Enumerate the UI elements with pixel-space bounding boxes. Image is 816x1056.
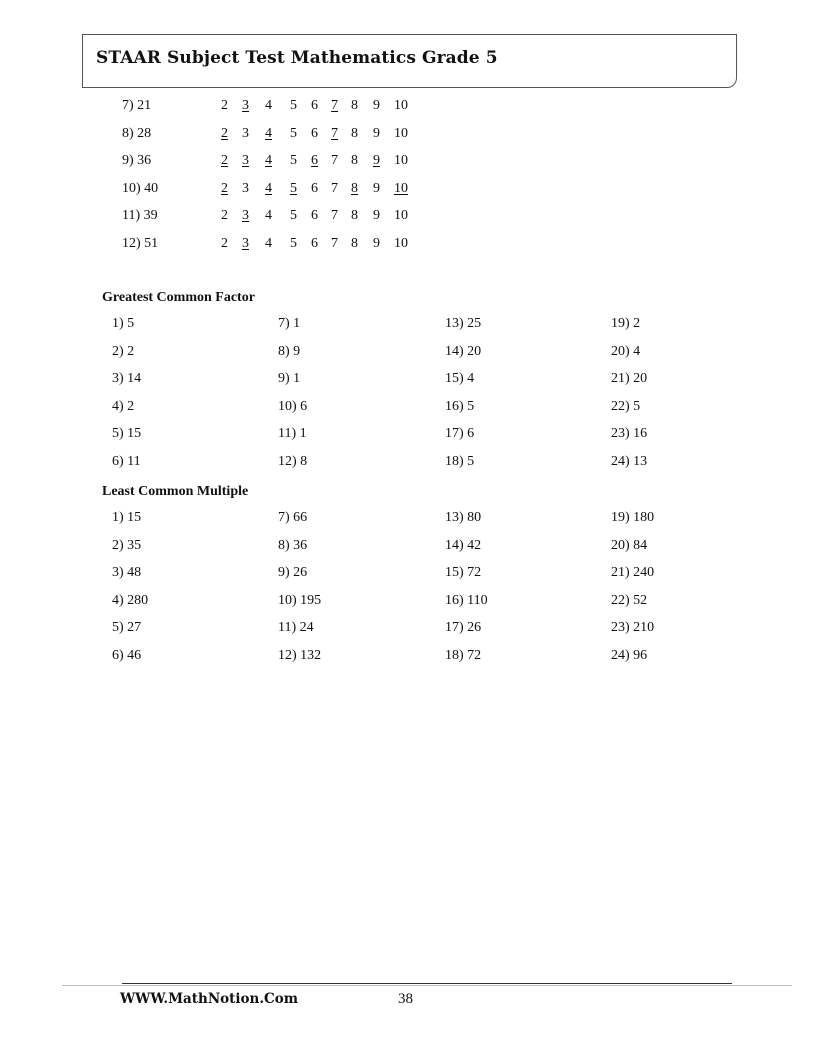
lcm-answer: 20) 84	[611, 537, 648, 553]
factor-row	[122, 151, 422, 171]
factor-number: 9	[373, 180, 380, 196]
factor-number: 3	[242, 180, 249, 196]
factor-number: 2	[221, 180, 228, 196]
factor-number: 8	[351, 208, 358, 224]
factor-number: 7	[331, 98, 338, 113]
lcm-answer: 11) 24	[278, 620, 314, 636]
lcm-answer: 1) 15	[112, 510, 142, 525]
factor-number: 8	[351, 153, 358, 169]
factor-number: 10	[394, 98, 408, 113]
factor-number: 3	[242, 125, 249, 141]
lcm-answer: 8) 36	[278, 537, 308, 553]
gcf-answer: 2) 2	[112, 343, 135, 359]
gcf-answer: 19) 2	[611, 316, 641, 331]
factor-number: 7	[331, 208, 338, 224]
factor-number: 4	[265, 236, 272, 251]
factor-number: 6	[311, 98, 318, 113]
lcm-answer: 19) 180	[611, 510, 655, 525]
lcm-answer: 9) 26	[278, 565, 308, 581]
factor-number: 5	[290, 125, 297, 141]
factor-number: 4	[265, 98, 272, 113]
factor-number: 10	[394, 208, 408, 224]
factor-number: 9	[373, 98, 380, 113]
gcf-answer: 13) 25	[445, 316, 482, 331]
gcf-answer: 8) 9	[278, 343, 301, 359]
gcf-answer: 11) 1	[278, 426, 307, 442]
factor-number: 5	[290, 153, 297, 169]
gcf-answer: 5) 15	[112, 426, 142, 442]
lcm-answer: 22) 52	[611, 592, 648, 608]
lcm-answer: 15) 72	[445, 565, 482, 581]
factor-number: 9	[373, 208, 380, 224]
factor-row	[122, 179, 422, 199]
factor-number: 9	[373, 125, 380, 141]
gcf-answer: 6) 11	[112, 454, 141, 469]
factor-row	[122, 124, 422, 144]
factor-number: 7	[331, 153, 338, 169]
factor-number: 6	[311, 153, 318, 169]
factor-number: 8	[351, 125, 358, 141]
factor-number: 2	[221, 208, 228, 224]
factor-number: 10	[394, 125, 408, 141]
factor-number: 9	[373, 236, 380, 251]
gcf-answer: 9) 1	[278, 371, 301, 387]
factor-row-label: 12) 51	[122, 236, 159, 251]
lcm-answer: 3) 48	[112, 565, 142, 581]
lcm-answer: 13) 80	[445, 510, 482, 525]
factor-row-label: 8) 28	[122, 125, 152, 141]
lcm-answer: 7) 66	[278, 510, 308, 525]
lcm-answer: 4) 280	[112, 592, 149, 608]
lcm-answer: 10) 195	[278, 592, 322, 608]
gcf-answer: 22) 5	[611, 398, 641, 414]
footer-website: WWW.MathNotion.Com	[120, 991, 299, 1007]
footer-divider-shadow	[62, 985, 792, 986]
page-title: STAAR Subject Test Mathematics Grade 5	[96, 48, 498, 68]
lcm-answer: 2) 35	[112, 537, 142, 553]
factor-number: 5	[290, 236, 297, 251]
factor-row-label: 11) 39	[122, 208, 158, 224]
factor-number: 8	[351, 98, 358, 113]
lcm-answer: 24) 96	[611, 648, 648, 663]
gcf-answer: 14) 20	[445, 343, 482, 359]
factor-row-label: 9) 36	[122, 153, 152, 169]
factor-row	[122, 234, 422, 254]
gcf-answer: 12) 8	[278, 454, 308, 469]
factor-number: 3	[242, 98, 249, 113]
lcm-answer: 5) 27	[112, 620, 142, 636]
gcf-section-title: Greatest Common Factor	[102, 290, 255, 305]
factor-number: 4	[265, 180, 272, 196]
factor-number: 3	[242, 236, 249, 251]
factor-number: 7	[331, 125, 338, 141]
gcf-answer: 15) 4	[445, 371, 475, 387]
factor-number: 9	[373, 153, 380, 169]
factor-number: 2	[221, 236, 228, 251]
factor-number: 6	[311, 208, 318, 224]
factor-number: 4	[265, 208, 272, 224]
gcf-answer: 16) 5	[445, 398, 475, 414]
factor-number: 2	[221, 125, 228, 141]
gcf-answer: 7) 1	[278, 316, 301, 331]
lcm-section-title: Least Common Multiple	[102, 484, 249, 499]
factor-number: 10	[394, 180, 408, 196]
factor-number: 5	[290, 98, 297, 113]
lcm-answer: 14) 42	[445, 537, 482, 553]
factor-number: 3	[242, 153, 249, 169]
factor-row-label: 10) 40	[122, 180, 159, 196]
factor-number: 6	[311, 180, 318, 196]
factor-number: 7	[331, 180, 338, 196]
footer-divider	[122, 983, 732, 984]
factor-number: 2	[221, 153, 228, 169]
factor-number: 7	[331, 236, 338, 251]
factor-row	[122, 96, 422, 116]
gcf-answer: 1) 5	[112, 316, 135, 331]
factor-number: 4	[265, 125, 272, 141]
lcm-answer: 21) 240	[611, 565, 655, 581]
gcf-answer: 3) 14	[112, 371, 142, 387]
factor-number: 8	[351, 180, 358, 196]
page-number: 38	[398, 991, 413, 1007]
factor-number: 5	[290, 180, 297, 196]
factor-number: 6	[311, 236, 318, 251]
lcm-answer: 6) 46	[112, 648, 142, 663]
factor-number: 4	[265, 153, 272, 169]
gcf-answer: 21) 20	[611, 371, 648, 387]
factor-number: 10	[394, 236, 408, 251]
gcf-answer: 20) 4	[611, 343, 641, 359]
gcf-answer: 10) 6	[278, 398, 308, 414]
lcm-answer: 16) 110	[445, 592, 488, 608]
factor-row-label: 7) 21	[122, 98, 152, 113]
gcf-answer: 17) 6	[445, 426, 475, 442]
lcm-answer: 17) 26	[445, 620, 482, 636]
factor-number: 5	[290, 208, 297, 224]
factor-number: 6	[311, 125, 318, 141]
gcf-answer: 18) 5	[445, 454, 475, 469]
gcf-answer: 23) 16	[611, 426, 648, 442]
lcm-answer: 23) 210	[611, 620, 655, 636]
factor-number: 3	[242, 208, 249, 224]
gcf-answer: 4) 2	[112, 398, 135, 414]
factor-number: 8	[351, 236, 358, 251]
factor-number: 10	[394, 153, 408, 169]
lcm-answer: 18) 72	[445, 648, 482, 663]
gcf-answer: 24) 13	[611, 454, 648, 469]
factor-number: 2	[221, 98, 228, 113]
factor-row	[122, 206, 422, 226]
lcm-answer: 12) 132	[278, 648, 322, 663]
